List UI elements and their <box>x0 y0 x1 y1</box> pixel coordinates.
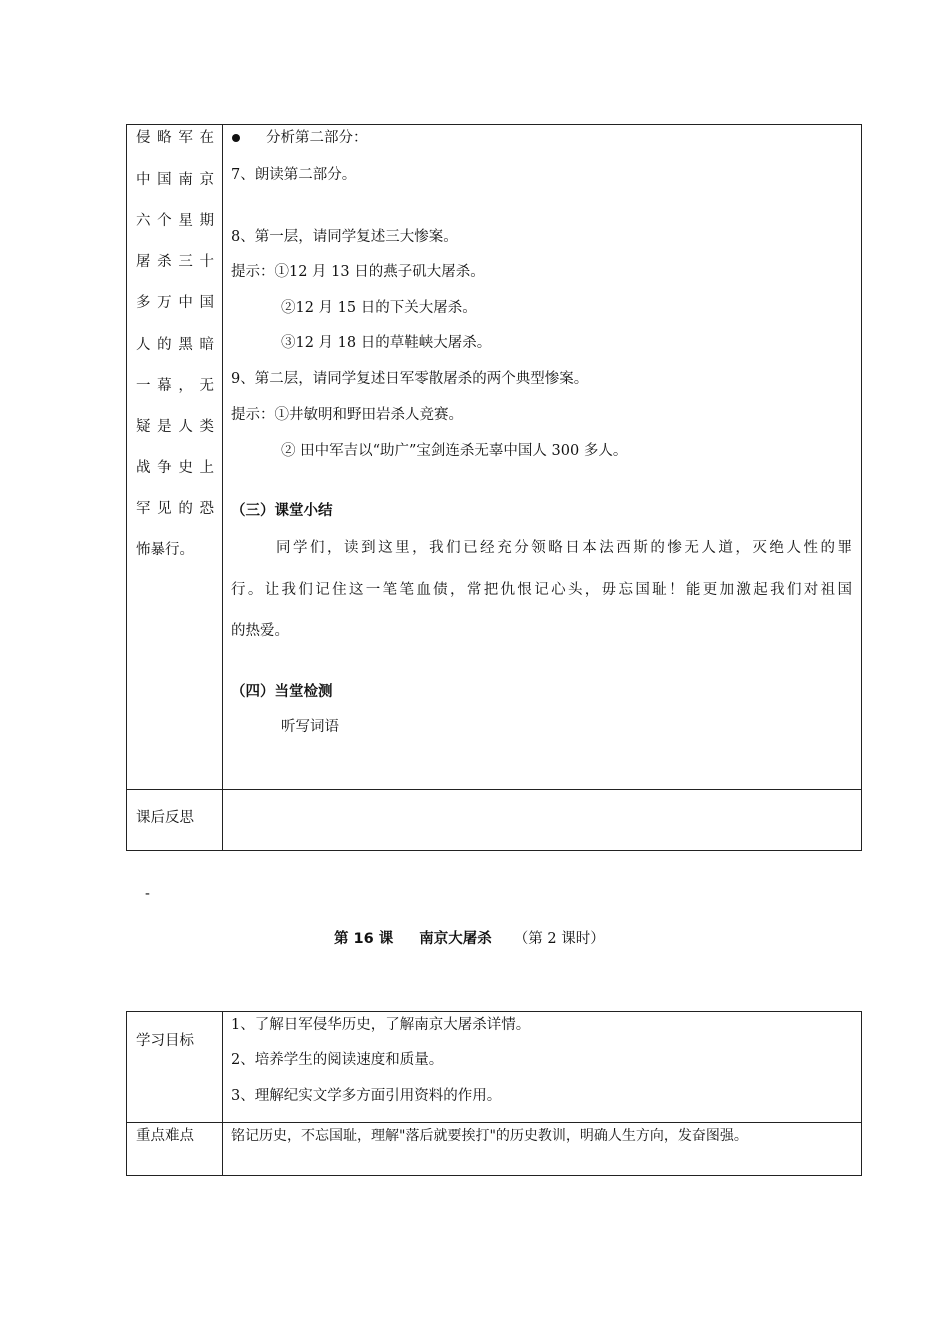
column-divider <box>222 125 223 850</box>
lesson-number: 第 16 课 <box>334 931 394 947</box>
hint-1-line: ③12 月 18 日的草鞋峡大屠杀。 <box>281 335 492 351</box>
goals-label: 学习目标 <box>136 1033 194 1049</box>
test-heading: （四）当堂检测 <box>231 684 333 700</box>
reflection-label: 课后反思 <box>136 810 194 826</box>
row-divider <box>127 789 861 790</box>
left-line: 中国南京 <box>136 172 214 188</box>
lesson-period: （第 2 课时） <box>513 931 605 947</box>
left-line: 多万中国 <box>136 295 214 311</box>
key-text: 铭记历史，不忘国耻，理解"落后就要挨打"的历史教训，明确人生方向，发奋图强。 <box>231 1128 748 1144</box>
left-line: 侵略军在 <box>136 130 214 146</box>
item-9: 9、第二层，请同学复述日军零散屠杀的两个典型惨案。 <box>231 371 589 387</box>
page-dash: - <box>145 886 150 902</box>
hint-1-line: 提示：①12 月 13 日的燕子矶大屠杀。 <box>231 264 485 280</box>
lesson-name: 南京大屠杀 <box>419 931 492 947</box>
analysis-heading: 分析第二部分： <box>266 130 368 146</box>
left-line: 罕见的恐 <box>136 501 214 517</box>
lesson-title <box>334 929 605 949</box>
item-8: 8、第一层，请同学复述三大惨案。 <box>231 229 458 245</box>
left-line: 屠杀三十 <box>136 254 214 270</box>
left-line: 六个星期 <box>136 213 214 229</box>
summary-heading: （三）课堂小结 <box>231 503 333 519</box>
column-divider <box>222 1012 223 1175</box>
test-item: 听写词语 <box>281 719 339 735</box>
hint-2-line: ② 田中军吉以“助广”宝剑连杀无辜中国人 300 多人。 <box>281 443 628 459</box>
hint-2-line: 提示：①井敏明和野田岩杀人竞赛。 <box>231 407 463 423</box>
left-line: 怖暴行。 <box>136 542 194 558</box>
key-label: 重点难点 <box>136 1128 194 1144</box>
goal-item: 2、培养学生的阅读速度和质量。 <box>231 1052 444 1068</box>
item-7: 7、朗读第二部分。 <box>231 167 357 183</box>
left-line: 战争史上 <box>136 460 214 476</box>
left-line: 人的黑暗 <box>136 337 214 353</box>
summary-line: 同学们，读到这里，我们已经充分领略日本法西斯的惨无人道，灭绝人性的罪 <box>276 540 852 556</box>
goal-item: 3、理解纪实文学多方面引用资料的作用。 <box>231 1088 502 1104</box>
left-line: 疑是人类 <box>136 419 214 435</box>
left-line: 一幕，无 <box>136 378 214 394</box>
summary-line: 的热爱。 <box>231 623 289 639</box>
summary-line: 行。让我们记住这一笔笔血债，常把仇恨记心头，毋忘国耻！能更加激起我们对祖国 <box>231 582 852 598</box>
goal-item: 1、了解日军侵华历史，了解南京大屠杀详情。 <box>231 1017 531 1033</box>
row-divider <box>127 1122 861 1123</box>
bullet-icon <box>232 128 240 148</box>
hint-1-line: ②12 月 15 日的下关大屠杀。 <box>281 300 477 316</box>
